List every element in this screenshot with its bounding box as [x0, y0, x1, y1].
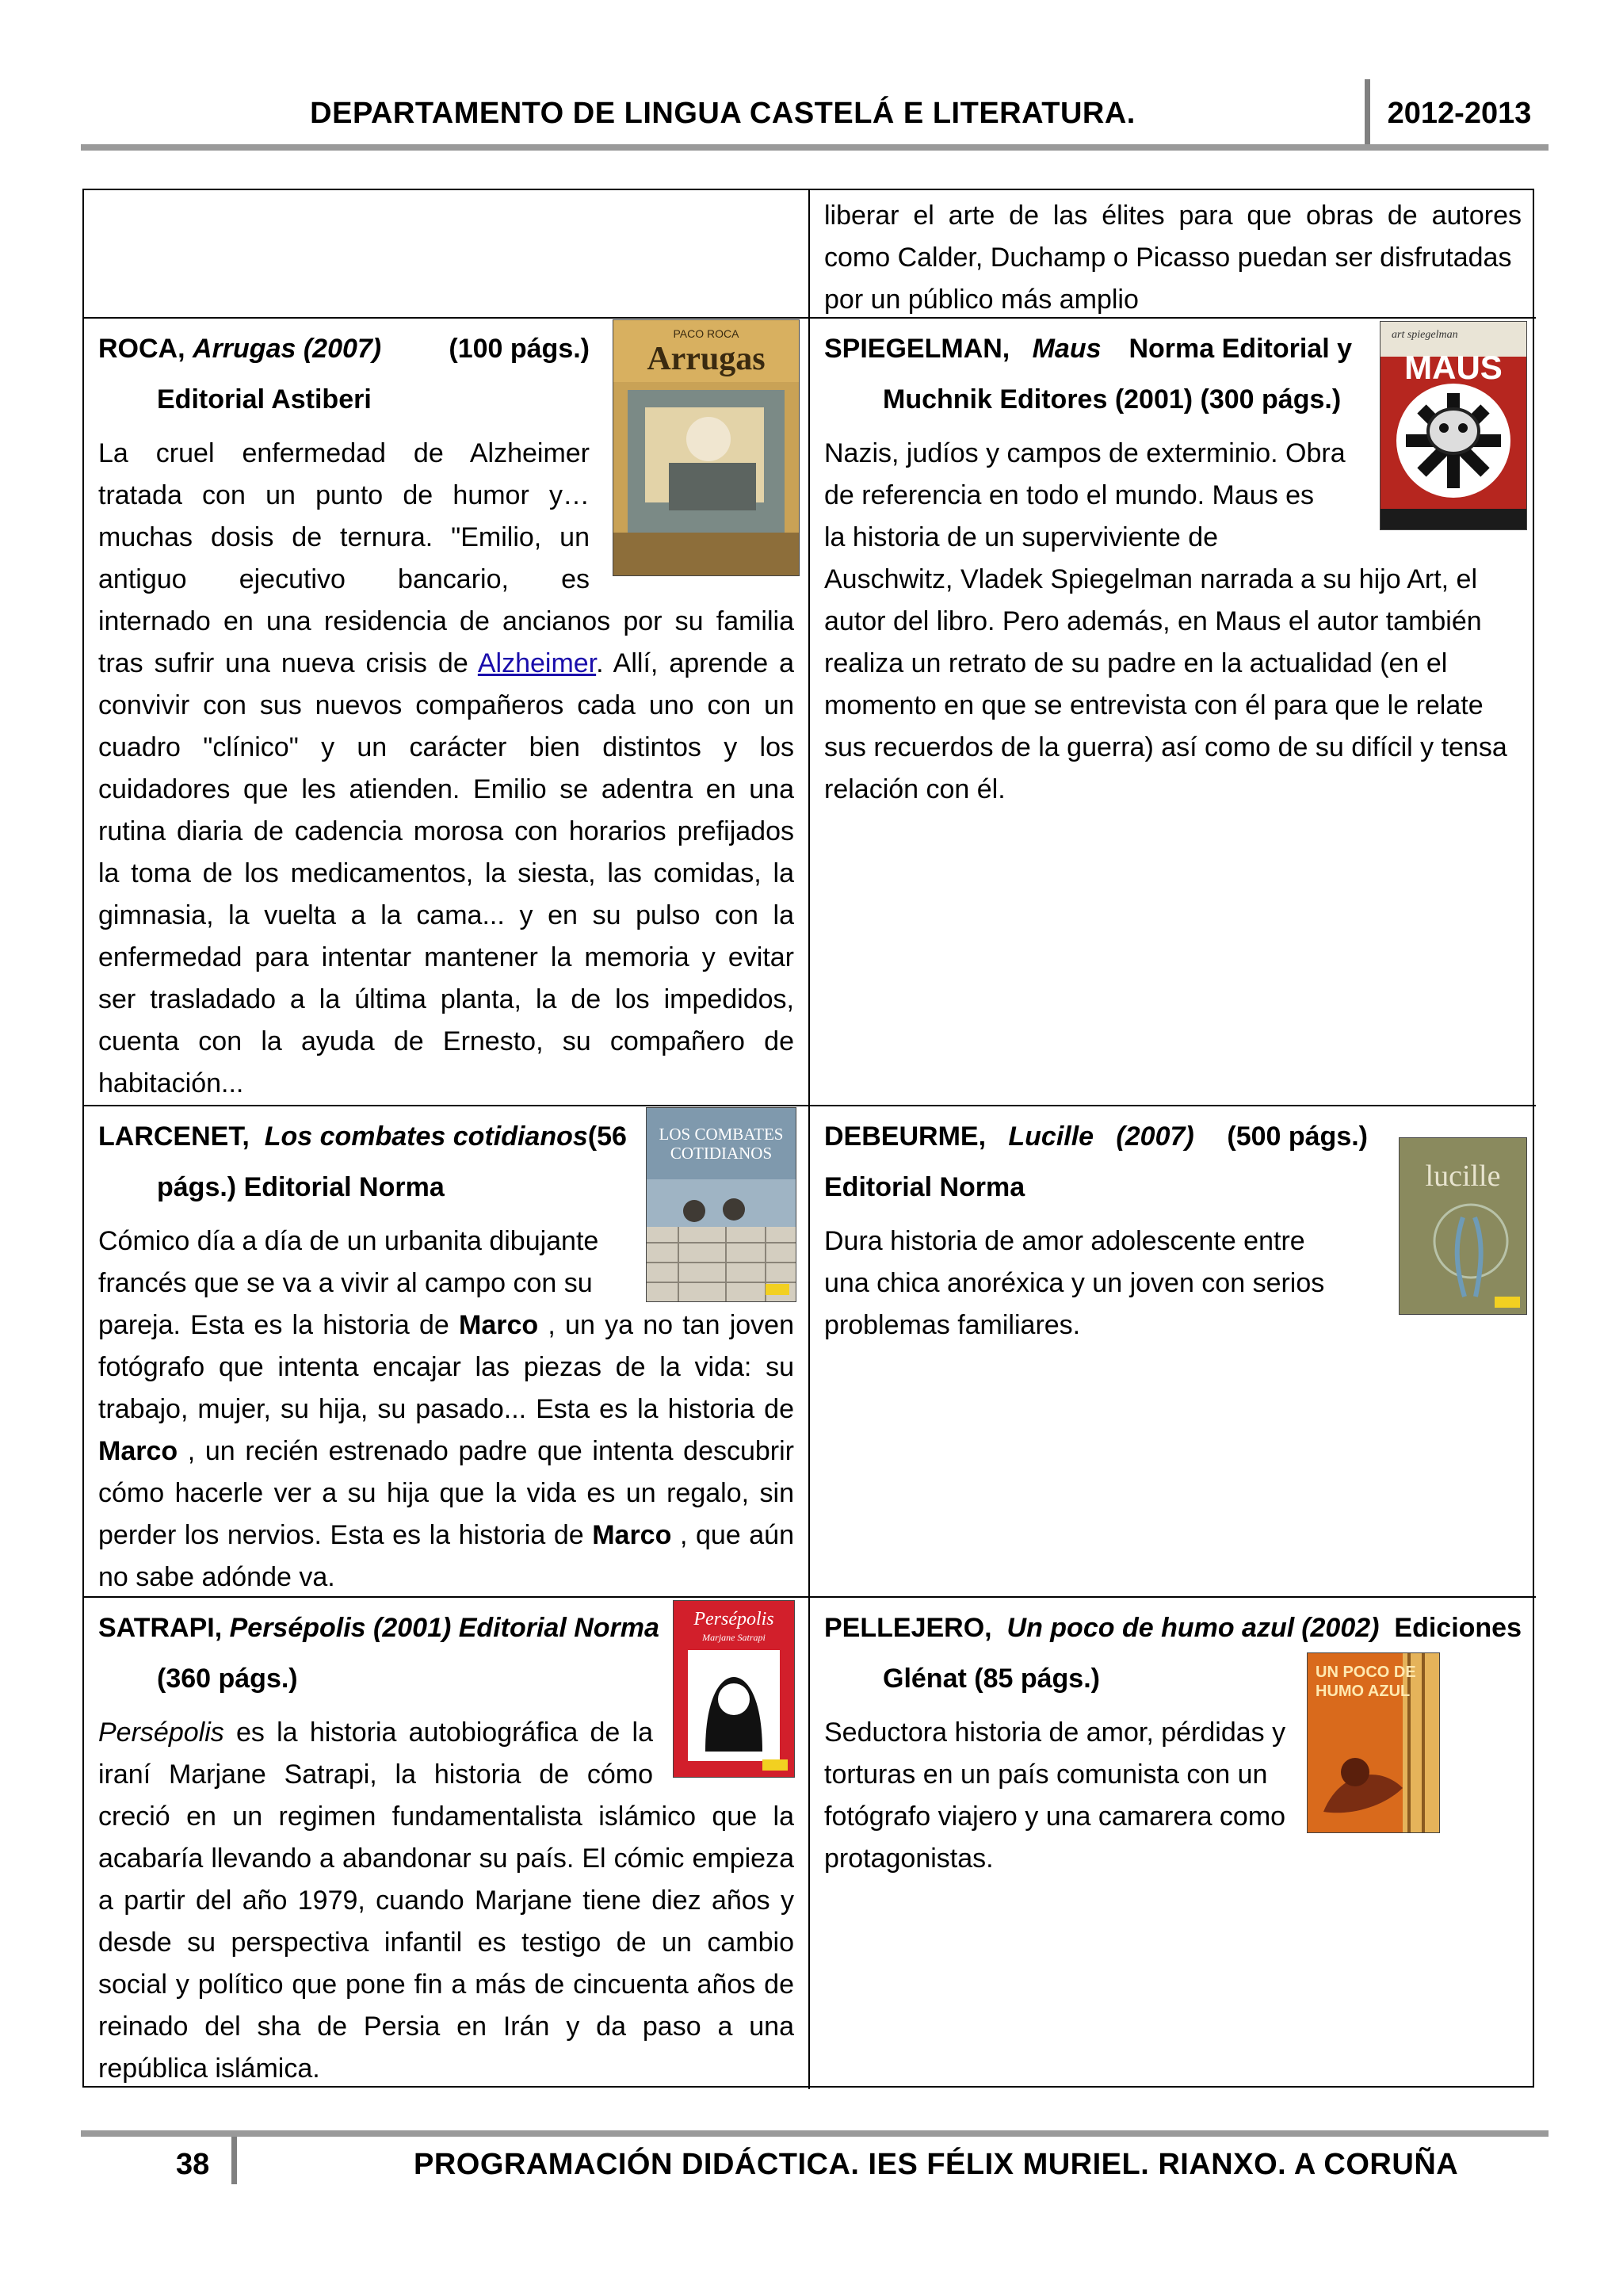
text-line: tratada con un punto de humor y…	[98, 480, 590, 510]
text-line: república islámica.	[98, 2053, 320, 2084]
books-table	[82, 189, 1534, 2088]
text-line: antiguo ejecutivo bancario, es	[98, 564, 590, 594]
cover-title: UN POCO DE	[1316, 1664, 1416, 1681]
book-cell-pellejero	[810, 1598, 1536, 2089]
book-heading: PELLEJERO, Un poco de humo azul (2002) Ediciones	[824, 1613, 1522, 1643]
text-line: acabaría llevando a abandonar su país. El cómic empieza	[98, 1843, 794, 1874]
text-line: perder los nervios. Esta es la historia de Marco , que aún	[98, 1520, 794, 1550]
text-line: reinado del sha de Persia en Irán y da paso a una	[98, 2011, 794, 2042]
text-line: liberar el arte de las élites para que obras de autores	[824, 201, 1522, 231]
book-pages: (56	[587, 1121, 627, 1152]
text-line: Cómico día a día de un urbanita dibujante	[98, 1226, 599, 1256]
book-publisher: Editorial Astiberi	[157, 384, 372, 415]
footer-separator	[231, 2137, 237, 2184]
book-title: Un poco de humo azul	[1006, 1613, 1295, 1643]
cover-author: art spiegelman	[1392, 329, 1458, 341]
text-line: de referencia en todo el mundo. Maus es	[824, 480, 1315, 510]
text-line: desde su perspectiva infantil es testigo de un cambio	[98, 1927, 794, 1958]
cover-title: LOS COMBATES	[659, 1125, 784, 1144]
book-cell-larcenet	[84, 1106, 810, 1598]
footer-rule	[81, 2130, 1549, 2137]
text-line: Seductora historia de amor, pérdidas y	[824, 1717, 1286, 1748]
text-line: autor del libro. Pero además, en Maus el autor también	[824, 606, 1482, 636]
text-line: relación con él.	[824, 774, 1006, 804]
text-line: trabajo, mujer, su hija, su pasado... Esta es la historia de	[98, 1394, 794, 1424]
text-line: realiza un retrato de su padre en la actualidad (en el	[824, 648, 1448, 678]
lucille-cover-image	[1400, 1138, 1526, 1314]
text-line: como Calder, Duchamp o Picasso puedan ser disfrutadas	[824, 243, 1512, 273]
book-heading: SPIEGELMAN, Maus Norma Editorial y	[824, 323, 1352, 374]
text-line: social y político que pone fin a más de cincuenta años de	[98, 1969, 794, 2000]
humo-azul-cover-image	[1308, 1653, 1439, 1832]
book-cell-roca	[84, 319, 810, 1106]
text-line: francés que se va a vivir al campo con su	[98, 1268, 593, 1298]
book-heading: ROCA, Arrugas (2007) (100 págs.)	[98, 323, 590, 374]
cover-title: lucille	[1425, 1159, 1501, 1193]
text-line: cuidadores que les atienden. Emilio se adentra en una	[98, 774, 794, 804]
text-line-with-link: tras sufrir una nueva crisis de Alzheimer. Allí, aprende a	[98, 648, 794, 678]
text-line: Nazis, judíos y campos de exterminio. Obra	[824, 438, 1346, 468]
text-line: momento en que se entrevista con él para que le relate	[824, 690, 1484, 720]
book-title: Lucille	[1008, 1121, 1094, 1152]
book-pages: (360 págs.)	[157, 1664, 298, 1694]
book-title: Persépolis (2001) Editorial Norma	[229, 1613, 659, 1643]
book-heading: DEBEURME, Lucille (2007) (500 págs.)	[824, 1111, 1368, 1162]
text-line: fotógrafo viajero y una camarera como	[824, 1801, 1286, 1832]
book-publisher: Norma Editorial y	[1128, 334, 1352, 364]
text-line: Persépolis es la historia autobiográfica de la	[98, 1717, 653, 1748]
book-heading: SATRAPI, Persépolis (2001) Editorial Norma	[98, 1613, 659, 1643]
alzheimer-link[interactable]: Alzheimer	[477, 648, 597, 678]
text-line: la historia de un superviviente de	[824, 522, 1219, 552]
highlight-name: Marco	[98, 1436, 178, 1466]
book-publisher: Glénat (85 págs.)	[883, 1664, 1100, 1694]
text-line: Auschwitz, Vladek Spiegelman narrada a su hijo Art, el	[824, 564, 1478, 594]
text-line: cuadro "clínico" y un carácter bien distintos y los	[98, 732, 794, 762]
cover-title: Persépolis	[693, 1609, 774, 1629]
text-line: cuenta con la ayuda de Ernesto, su compañero de	[98, 1026, 794, 1056]
text-line: problemas familiares.	[824, 1310, 1081, 1340]
text-line: protagonistas.	[824, 1843, 994, 1874]
page-header	[81, 79, 1549, 151]
book-pages: (100 págs.)	[449, 334, 590, 364]
text-line: cómo hacerle ver a su hija que la vida es un regalo, sin	[98, 1478, 794, 1508]
text-line: torturas en un país comunista con un	[824, 1759, 1268, 1790]
text-line: ser trasladado a la última planta, la de los impedidos,	[98, 984, 794, 1014]
text-line: a partir del año 1979, cuando Marjane tiene diez años y	[98, 1885, 794, 1916]
combates-cotidianos-cover-image	[647, 1108, 796, 1301]
text-line: Dura historia de amor adolescente entre	[824, 1226, 1305, 1256]
text-line: convivir con sus nuevos compañeros cada uno con un	[98, 690, 794, 720]
book-publisher: Muchnik Editores (2001) (300 págs.)	[883, 384, 1342, 415]
cover-title: Arrugas	[647, 341, 766, 377]
text-line: gimnasia, la vuelta a la cama... y en su pulso con la	[98, 900, 794, 930]
text-line: una chica anoréxica y un joven con serios	[824, 1268, 1325, 1298]
highlight-name: Marco	[459, 1310, 539, 1340]
header-rule	[81, 144, 1549, 151]
maus-cover-image	[1381, 322, 1526, 529]
text-line: fotógrafo que intenta encajar las piezas de la vida: su	[98, 1352, 794, 1382]
footer-text: PROGRAMACIÓN DIDÁCTICA. IES FÉLIX MURIEL. RIANXO. A CORUÑA	[414, 2148, 1459, 2181]
book-publisher: págs.) Editorial Norma	[157, 1172, 445, 1202]
row1-right-cell	[810, 190, 1536, 319]
text-line: Marco , un recién estrenado padre que intenta descubrir	[98, 1436, 794, 1466]
text-line: no sabe adónde va.	[98, 1562, 335, 1592]
book-publisher: Editorial Norma	[824, 1172, 1025, 1202]
row1-left-cell	[84, 190, 810, 319]
text-line: La cruel enfermedad de Alzheimer	[98, 438, 590, 468]
department-title: DEPARTAMENTO DE LINGUA CASTELÁ E LITERATURA.	[310, 97, 1136, 130]
page-number: 38	[176, 2148, 210, 2181]
cover-author: PACO ROCA	[673, 327, 739, 340]
header-separator	[1365, 79, 1370, 146]
text-line: rutina diaria de cadencia morosa con horarios prefijados	[98, 816, 794, 846]
cover-title: MAUS	[1404, 349, 1503, 386]
text-line: internado en una residencia de ancianos por su familia	[98, 606, 794, 636]
cover-author: Marjane Satrapi	[702, 1632, 766, 1643]
book-title: Arrugas	[193, 334, 296, 364]
highlight-name: Marco	[592, 1520, 672, 1550]
book-cell-satrapi	[84, 1598, 810, 2089]
text-line: creció en un regimen fundamentalista islámico que la	[98, 1801, 794, 1832]
book-cell-debeurme	[810, 1106, 1536, 1598]
cover-title: COTIDIANOS	[670, 1144, 773, 1163]
book-title: Los combates cotidianos	[264, 1121, 588, 1152]
persepolis-cover-image	[674, 1601, 794, 1777]
text-line: la toma de los medicamentos, la siesta, las comidas, la	[98, 858, 794, 888]
book-cell-spiegelman	[810, 319, 1536, 1106]
text-line: por un público más amplio	[824, 285, 1139, 315]
text-line: muchas dosis de ternura. "Emilio, un	[98, 522, 590, 552]
school-year: 2012-2013	[1387, 97, 1532, 130]
book-title: Maus	[1032, 334, 1102, 364]
page-footer	[81, 2130, 1549, 2194]
book-heading: LARCENET, Los combates cotidianos (56	[98, 1111, 623, 1162]
text-line: habitación...	[98, 1068, 244, 1098]
text-line: sus recuerdos de la guerra) así como de su difícil y tensa	[824, 732, 1507, 762]
text-line: enfermedad para intentar mantener la memoria y evitar	[98, 942, 794, 972]
text-line: pareja. Esta es la historia de Marco , un ya no tan joven	[98, 1310, 794, 1340]
cover-title: HUMO AZUL	[1316, 1683, 1411, 1700]
text-line: iraní Marjane Satrapi, la historia de cómo	[98, 1759, 653, 1790]
book-pages: (500 págs.)	[1227, 1121, 1368, 1152]
arrugas-cover-image	[613, 320, 799, 575]
